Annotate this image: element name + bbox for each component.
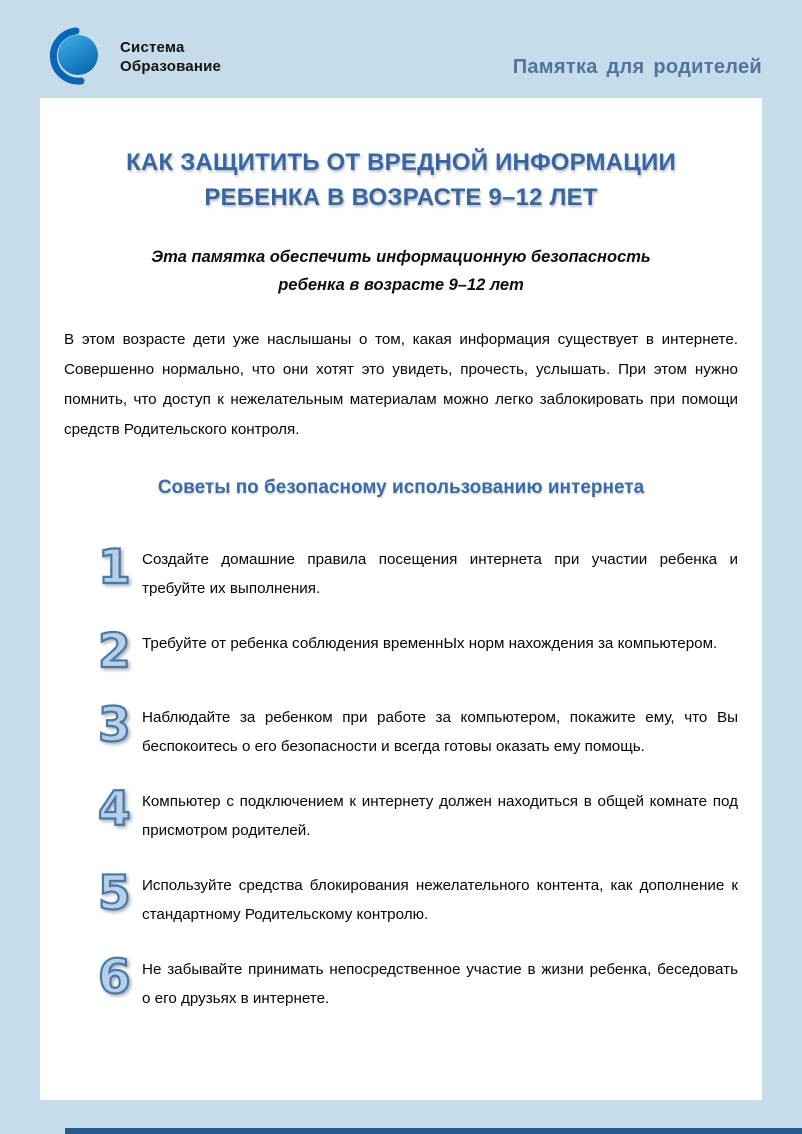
- tip-item: [98, 698, 738, 761]
- tip-item: [98, 540, 738, 603]
- brand-name-line2: Образование: [120, 58, 222, 75]
- tip-number: 5: [98, 866, 131, 921]
- title-line-1: КАК ЗАЩИТИТЬ ОТ ВРЕДНОЙ ИНФОРМАЦИИ: [126, 149, 676, 176]
- memo-card: [40, 98, 762, 1100]
- brand-name-line1: Система: [120, 39, 185, 56]
- subtitle-line-2: ребенка в возрасте 9–12 лет: [278, 276, 524, 294]
- tip-number: 4: [98, 782, 131, 837]
- subtitle-line-1: Эта памятка обеспечить информационную безопасность: [151, 248, 651, 266]
- brand-text: [120, 38, 221, 76]
- tip-text: Не забывайте принимать непосредственное участие в жизни ребенка, беседовать о его друзьях в интернете.: [142, 961, 738, 1007]
- intro-paragraph: В этом возрасте дети уже наслышаны о том, какая информация существует в интернете. Совершенно нормально, что они хотят это увидеть, прочесть, услышать. При этом нужно помнить, что доступ к нежелательным материалам можно легко заблокировать при помощи средств Родительского контроля.: [64, 331, 738, 438]
- tip-text: Наблюдайте за ребенком при работе за компьютером, покажите ему, что Вы беспокоитесь о его безопасности и всегда готовы оказать ему помощь.: [142, 709, 738, 755]
- tip-item: [98, 866, 738, 929]
- section-heading: Советы по безопасному использованию интернета: [157, 477, 645, 498]
- tip-item: [98, 624, 738, 679]
- tip-text: Создайте домашние правила посещения интернета при участии ребенка и требуйте их выполнения.: [142, 551, 738, 597]
- memo-title: [64, 145, 738, 215]
- tip-text: Требуйте от ребенка соблюдения временнЫх норм нахождения за компьютером.: [142, 635, 718, 652]
- tip-text: Компьютер с подключением к интернету должен находиться в общей комнате под присмотром родителей.: [142, 793, 738, 839]
- tip-text: Используйте средства блокирования нежелательного контента, как дополнение к стандартному Родительскому контролю.: [142, 877, 738, 923]
- globe-logo-icon: [40, 26, 110, 88]
- memo-subtitle: [64, 243, 738, 299]
- tip-item: [98, 950, 738, 1013]
- tip-item: [98, 782, 738, 845]
- title-line-2: РЕБЕНКА В ВОЗРАСТЕ 9–12 ЛЕТ: [204, 184, 598, 211]
- tips-list: [64, 540, 738, 1013]
- top-header: [40, 26, 762, 88]
- tip-number: 3: [98, 698, 131, 753]
- doc-type-label: Памятка для родителей: [512, 56, 762, 78]
- brand: [40, 26, 221, 88]
- tip-number: 6: [98, 950, 131, 1005]
- footer-bar: [65, 1128, 802, 1134]
- tip-number: 1: [98, 540, 131, 595]
- tip-number: 2: [98, 624, 131, 679]
